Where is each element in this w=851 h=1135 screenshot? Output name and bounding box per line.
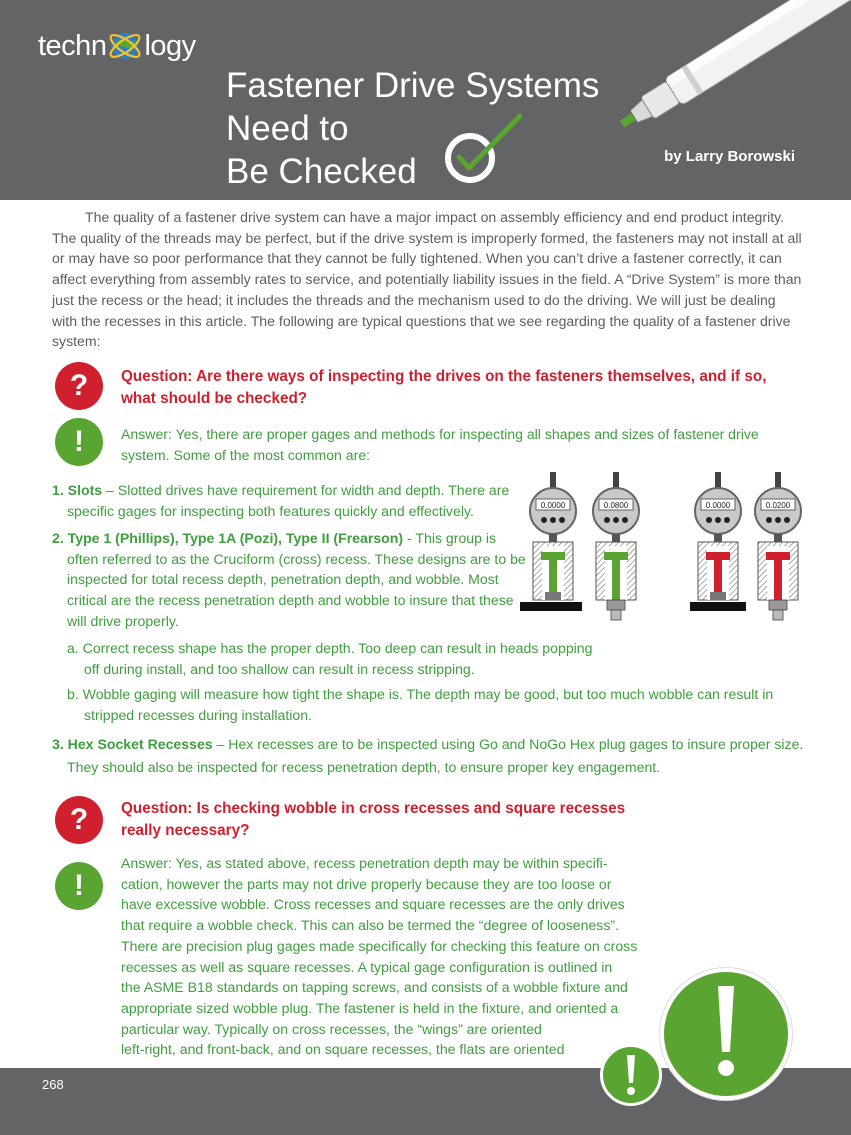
exclamation-icon [664, 972, 788, 1096]
plug-gage-head [766, 552, 790, 560]
gage-dial [593, 488, 639, 534]
dial-gage [695, 472, 741, 600]
marker-pen-illustration [604, 0, 851, 140]
logo-text-start: techn [38, 29, 107, 62]
gage-button [766, 517, 772, 523]
plug-gage-head [541, 552, 565, 560]
title-line-1: Fastener Drive Systems [226, 66, 600, 105]
gage-dial [530, 488, 576, 534]
gage-button [604, 517, 610, 523]
answer-2-line: particular way. Typically on cross recesses, the “wings” are oriented [121, 1020, 542, 1037]
fastener [607, 600, 625, 610]
gage-button [613, 517, 619, 523]
article-title [226, 64, 599, 193]
plug-gage-head [604, 552, 628, 560]
gage-stem [613, 472, 619, 488]
small-exclamation-badge [600, 1044, 662, 1106]
exclamation-icon [603, 1047, 659, 1103]
list-subitem-a: a. Correct recess shape has the proper depth. Too deep can result in heads popping off during install, and too shallow can result in recess stripping. [67, 640, 593, 677]
plug-gage-head [706, 552, 730, 560]
list-item-hex-text: – Hex recesses are to be inspected using Go and NoGo Hex plug gages to insure proper size. They should also be inspected for recess penetration depth, to ensure proper key engagement. [67, 736, 804, 775]
answer-2-line: that require a wobble check. This can also be termed the “degree of looseness”. [121, 917, 620, 934]
page-header [0, 0, 851, 200]
answer-2-line: the ASME B18 standards on tapping screws, and consists of a wobble fixture and [121, 979, 628, 996]
page-number: 268 [42, 1077, 64, 1092]
exclamation-icon: ! [74, 425, 84, 458]
intro-paragraph: The quality of a fastener drive system can have a major impact on assembly efficiency and end product integrity. The quality of the threads may be perfect, but if the drive system is improperly formed, the fasteners may not install at all or may have so poor performance that they cannot be fully tightened. When you can’t drive a fastener correctly, it can affect everything from assembly rates to service, and potentially liability issues in the field. A “Drive System” is more than just the recess or the head; it includes the threads and the mechanism used to do the driving. We will just be dealing with the recesses in this article. The following are typical questions that we see regarding the quality of a fastener drive system: [52, 209, 802, 350]
gage-base [690, 602, 746, 611]
gage-spindle [774, 534, 782, 542]
answer-2-line: left-right, and front-back, and on square recesses, the flats are oriented [121, 1041, 565, 1058]
gage-button [559, 517, 565, 523]
gage-button [724, 517, 730, 523]
answer-2-line: appropriate sized wobble plug. The fastener is held in the fixture, and oriented a [121, 999, 619, 1016]
gage-readout: 0.0000 [705, 501, 731, 510]
gage-readout: 0.0000 [540, 501, 566, 510]
dial-gage [593, 472, 639, 620]
gage-readout: 0.0800 [603, 501, 629, 510]
fastener [710, 592, 726, 600]
gage-spindle [549, 534, 557, 542]
fastener-thread [611, 610, 621, 620]
byline: by Larry Borowski [664, 148, 795, 165]
gage-readout: 0.0200 [765, 501, 791, 510]
exclamation-icon: ! [74, 869, 84, 902]
list-item-hex-label: 3. Hex Socket Recesses [52, 736, 213, 752]
question-2-line-2: really necessary? [121, 822, 250, 839]
answer-2-line: Answer: Yes, as stated above, recess penetration depth may be within specifi- [121, 855, 608, 871]
gage-button [622, 517, 628, 523]
gage-spindle [612, 534, 620, 542]
list-item-cruciform-label: 2. Type 1 (Phillips), Type 1A (Pozi), Type II (Frearson) [52, 530, 404, 546]
dial-gage [755, 472, 801, 620]
list-item-cruciform [52, 528, 527, 632]
gage-stem [775, 472, 781, 488]
list-subitem-b: b. Wobble gaging will measure how tight the shape is. The depth may be good, but too much wobble can result in stripped recesses during installation. [67, 686, 774, 723]
answer-2-line: have excessive wobble. Cross recesses and square recesses are the only drives [121, 896, 625, 913]
question-badge-2 [55, 796, 103, 844]
list-item-hex [52, 733, 807, 779]
large-exclamation-badge [660, 968, 792, 1100]
gage-dial [755, 488, 801, 534]
gage-stem [550, 472, 556, 488]
section-logo [38, 28, 196, 64]
answer-badge-1 [55, 418, 103, 466]
question-2 [121, 798, 681, 842]
answer-1: Answer: Yes, there are proper gages and methods for inspecting all shapes and sizes of fastener drive system. Some of the most common are: [121, 426, 759, 463]
answer-2-line: cation, however the parts may not drive properly because they are too loose or [121, 875, 612, 892]
answer-2-line: recesses as well as square recesses. A typical gage configuration is outlined in [121, 958, 613, 975]
gage-spindle [714, 534, 722, 542]
fastener [545, 592, 561, 600]
answer-2 [121, 853, 661, 1060]
gage-button [550, 517, 556, 523]
gage-button [784, 517, 790, 523]
list-item-cruciform-text: - This group is often referred to as the Cruciform (cross) recess. These designs are to be inspected for total recess depth, penetration depth, and wobble. Most critical are the recess penetration depth and wobble to insure that these will drive properly. [67, 530, 526, 629]
list-item-slots-text: – Slotted drives have requirement for width and depth. There are specific gages for inspecting both features quickly and effectively. [67, 482, 510, 519]
gage-illustration [517, 468, 803, 634]
answer-2-line: There are precision plug gages made specifically for checking this feature on cross [121, 937, 638, 954]
gage-base [520, 602, 582, 611]
plug-gage-shank [612, 560, 620, 600]
gage-stem [715, 472, 721, 488]
question-badge-1 [55, 362, 103, 410]
gage-button [715, 517, 721, 523]
question-1: Question: Are there ways of inspecting the drives on the fasteners themselves, and if so, what should be checked? [121, 368, 767, 407]
plug-gage-shank [774, 560, 782, 600]
question-mark-icon: ? [69, 803, 89, 836]
checkmark-icon [442, 112, 522, 188]
fastener [769, 600, 787, 610]
gage-button [706, 517, 712, 523]
title-line-3: Be Checked [226, 152, 417, 191]
list-item-slots-label: 1. Slots [52, 482, 103, 498]
gage-dial [695, 488, 741, 534]
fastener-thread [773, 610, 783, 620]
title-line-2: Need to [226, 109, 349, 148]
gage-button [541, 517, 547, 523]
answer-badge-2 [55, 862, 103, 910]
globe-icon [107, 28, 143, 64]
question-2-line-1: Question: Is checking wobble in cross recesses and square recesses [121, 800, 626, 817]
list-item-slots [52, 480, 517, 521]
gage-button [775, 517, 781, 523]
dial-gage [530, 472, 576, 600]
logo-text-end: logy [144, 29, 196, 62]
question-mark-icon: ? [69, 369, 89, 402]
